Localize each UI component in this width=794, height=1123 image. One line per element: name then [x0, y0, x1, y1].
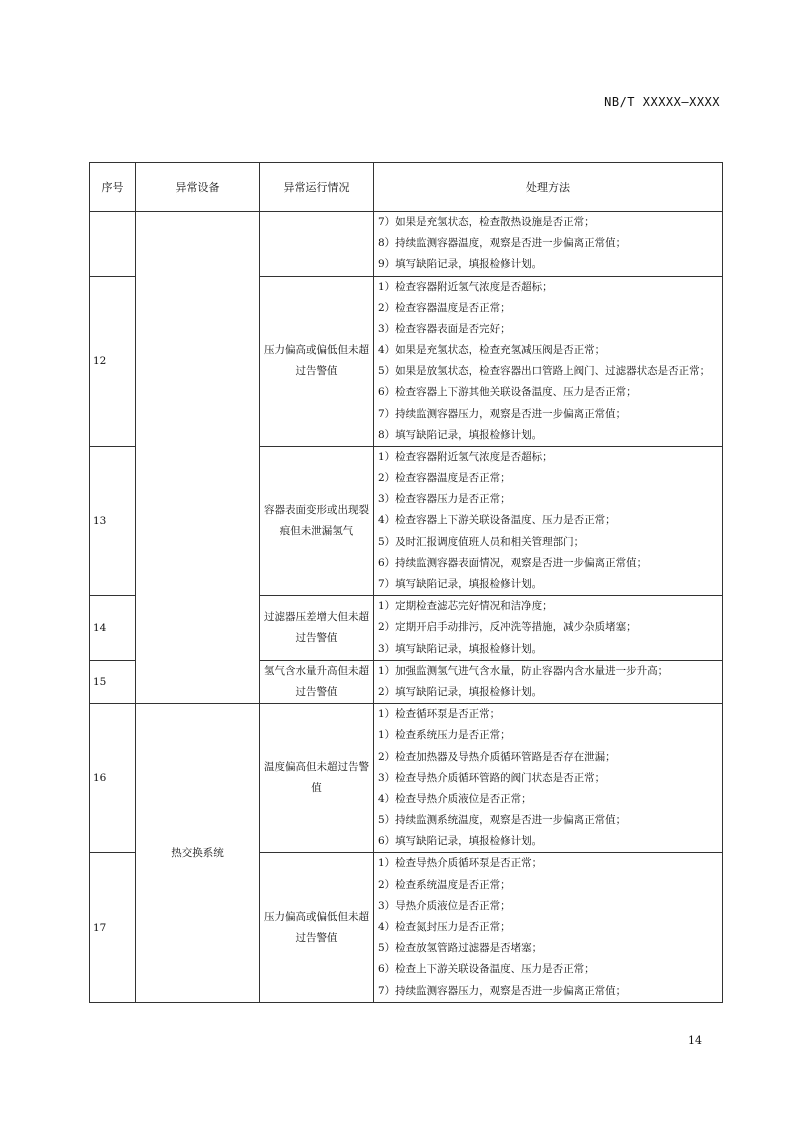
method-line: 4）如果是充氢状态，检查充氢减压阀是否正常； — [378, 344, 606, 357]
method-line: 7）持续监测容器压力，观察是否进一步偏离正常值； — [378, 984, 627, 997]
method-line: 5）检查放氢管路过滤器是否堵塞； — [378, 942, 543, 955]
document-code: NB/T XXXXX—XXXX — [604, 95, 720, 109]
row-condition: 氢气含水量升高但未超过告警值 — [260, 660, 374, 703]
row-condition: 容器表面变形或出现裂痕但未泄漏氢气 — [260, 446, 374, 595]
method-line: 6）填写缺陷记录，填报检修计划。 — [378, 835, 543, 848]
column-header-condition: 异常运行情况 — [260, 163, 374, 212]
anomaly-handling-table — [89, 162, 723, 1003]
row-seq: 12 — [90, 276, 136, 446]
method-line: 6）检查容器上下游其他关联设备温度、压力是否正常； — [378, 386, 637, 399]
page-number: 14 — [688, 1034, 702, 1047]
method-line: 6）检查上下游关联设备温度、压力是否正常； — [378, 963, 595, 976]
row-condition: 压力偏高或偏低但未超过告警值 — [260, 276, 374, 446]
method-line: 7）填写缺陷记录，填报检修计划。 — [378, 578, 543, 590]
method-line: 8）持续监测容器温度，观察是否进一步偏离正常值； — [378, 237, 627, 250]
row-seq: 15 — [90, 660, 136, 703]
method-line: 6）持续监测容器表面情况，观察是否进一步偏离正常值； — [378, 556, 648, 569]
method-line: 1）检查循环泵是否正常； — [378, 708, 501, 721]
method-line: 5）如果是放氢状态，检查容器出口管路上阀门、过滤器状态是否正常； — [378, 365, 711, 378]
method-line: 4）检查导热介质液位是否正常； — [378, 792, 532, 805]
method-line: 1）检查容器附近氢气浓度是否超标； — [378, 450, 553, 463]
method-line: 1）加强监测氢气进气含水量，防止容器内含水量进一步升高； — [378, 664, 669, 677]
method-line: 2）检查加热器及导热介质循环管路是否存在泄漏； — [378, 750, 616, 763]
row-methods — [374, 853, 723, 1002]
row-seq — [90, 212, 136, 277]
row-methods — [374, 660, 723, 703]
method-line: 3）填写缺陷记录，填报检修计划。 — [378, 642, 543, 655]
column-header-seq: 序号 — [90, 163, 136, 212]
method-line: 3）检查容器压力是否正常； — [378, 493, 511, 506]
row-condition — [260, 212, 374, 277]
row-methods — [374, 446, 723, 595]
row-condition: 压力偏高或偏低但未超过告警值 — [260, 853, 374, 1002]
row-device — [136, 212, 260, 704]
method-line: 5）持续监测系统温度，观察是否进一步偏离正常值； — [378, 814, 627, 827]
method-line: 3）检查容器表面是否完好； — [378, 322, 511, 335]
method-line: 5）及时汇报调度值班人员和相关管理部门； — [378, 535, 585, 548]
table-header-row — [90, 163, 723, 212]
method-line: 3）检查导热介质循环管路的阀门状态是否正常； — [378, 771, 606, 784]
method-line: 2）检查容器温度是否正常； — [378, 472, 511, 485]
row-seq: 16 — [90, 704, 136, 853]
method-line: 7）如果是充氢状态，检查散热设施是否正常； — [378, 216, 595, 228]
row-condition: 过滤器压差增大但未超过告警值 — [260, 596, 374, 661]
table-row — [90, 704, 723, 853]
row-device: 热交换系统 — [136, 704, 260, 1003]
method-line: 1）检查容器附近氢气浓度是否超标； — [378, 280, 553, 293]
method-line: 4）检查容器上下游关联设备温度、压力是否正常； — [378, 514, 616, 527]
method-line: 2）检查容器温度是否正常； — [378, 301, 511, 314]
row-methods — [374, 276, 723, 446]
row-seq: 13 — [90, 446, 136, 595]
method-line: 9）填写缺陷记录，填报检修计划。 — [378, 258, 543, 271]
method-line: 7）持续监测容器压力，观察是否进一步偏离正常值； — [378, 407, 627, 420]
method-line: 1）检查系统压力是否正常； — [378, 729, 511, 742]
method-line: 2）检查系统温度是否正常； — [378, 878, 511, 891]
row-condition: 温度偏高但未超过告警值 — [260, 704, 374, 853]
row-seq: 17 — [90, 853, 136, 1002]
row-methods — [374, 596, 723, 661]
row-methods — [374, 212, 723, 277]
method-line: 2）填写缺陷记录，填报检修计划。 — [378, 685, 543, 698]
column-header-method: 处理方法 — [374, 163, 723, 212]
method-line: 1）定期检查滤芯完好情况和洁净度； — [378, 600, 553, 613]
table-row — [90, 212, 723, 277]
row-seq: 14 — [90, 596, 136, 661]
method-line: 4）检查氮封压力是否正常； — [378, 921, 511, 933]
method-line: 3）导热介质液位是否正常； — [378, 899, 511, 912]
method-line: 1）检查导热介质循环泵是否正常； — [378, 857, 543, 870]
row-methods — [374, 704, 723, 853]
method-line: 2）定期开启手动排污，反冲洗等措施，减少杂质堵塞； — [378, 621, 637, 634]
method-line: 8）填写缺陷记录，填报检修计划。 — [378, 428, 543, 441]
column-header-device: 异常设备 — [136, 163, 260, 212]
